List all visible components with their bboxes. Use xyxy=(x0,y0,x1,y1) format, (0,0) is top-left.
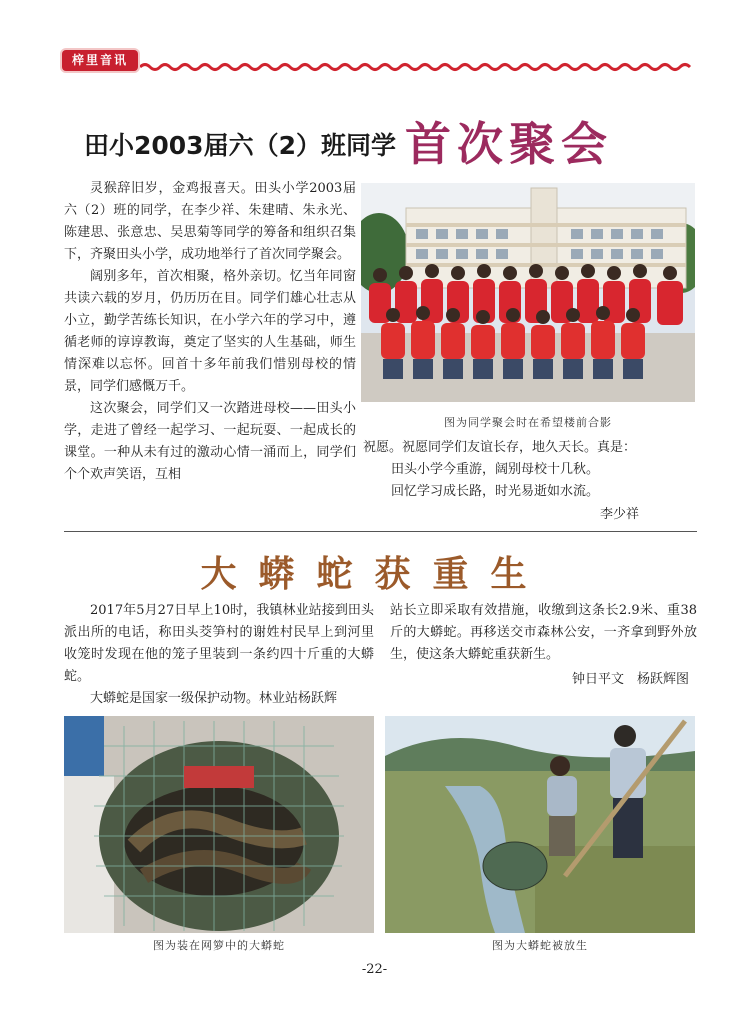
reunion-photo-caption: 图为同学聚会时在希望楼前合影 xyxy=(444,416,612,429)
basket-photo-caption: 图为装在网箩中的大蟒蛇 xyxy=(153,939,285,952)
article2-signature: 钟日平文 杨跃辉图 xyxy=(572,672,690,687)
article1-title-part1: 田小2003届六（2）班同学 xyxy=(84,131,396,160)
article2-body-right xyxy=(390,600,697,666)
poem-line-1: 田头小学今重游，阔别母校十几秋。 xyxy=(391,462,600,477)
python-release-photo xyxy=(385,716,695,933)
article2-continuation: 站长立即采取有效措施，收缴到这条长2.9米、重38斤的大蟒蛇。再移送交市森林公安，一齐拿到野外放生，使这条大蟒蛇重获新生。 xyxy=(390,603,697,662)
article1-signature: 李少祥 xyxy=(600,507,640,522)
header-wave-divider xyxy=(140,62,695,72)
python-in-basket-photo xyxy=(64,716,374,933)
article1-body-left xyxy=(64,178,356,486)
article-divider xyxy=(64,531,697,532)
section-tag: 梓里音讯 xyxy=(62,50,138,71)
article1-paragraph-1: 灵猴辞旧岁，金鸡报喜天。田头小学2003届六（2）班的同学，在李少祥、朱建晴、朱永光、陈建思、张意忠、吴思菊等同学的筹备和组织召集下，齐聚田头小学，成功地举行了首次同学聚会。 xyxy=(64,181,356,262)
article2-paragraph-2: 大蟒蛇是国家一级保护动物。林业站杨跃辉 xyxy=(90,691,338,706)
release-photo-caption: 图为大蟒蛇被放生 xyxy=(492,939,588,952)
article1-body-right xyxy=(363,437,697,503)
article2-title: 大蟒蛇获重生 xyxy=(200,553,549,595)
article2-body-left xyxy=(64,600,374,710)
article1-title-part2: 首次聚会 xyxy=(405,117,613,171)
page-number: -22- xyxy=(361,962,388,977)
poem-line-2: 回忆学习成长路，时光易逝如水流。 xyxy=(391,484,600,499)
article1-continuation: 祝愿。祝愿同学们友谊长存，地久天长。真是： xyxy=(363,440,637,455)
article1-paragraph-3: 这次聚会，同学们又一次踏进母校——田头小学，走进了曾经一起学习、一起玩耍、一起成长的课堂。一种从未有过的激动心情一涌而上，同学们个个欢声笑语，互相 xyxy=(64,401,356,482)
article2-paragraph-1: 2017年5月27日早上10时，我镇林业站接到田头派出所的电话，称田头茭笋村的谢姓村民早上到河里收笼时发现在他的笼子里装到一条约四十斤重的大蟒蛇。 xyxy=(64,603,374,684)
reunion-group-photo xyxy=(361,183,695,402)
article1-paragraph-2: 阔别多年，首次相聚，格外亲切。忆当年同窗共读六载的岁月，仍历历在目。同学们雄心壮志从小立，勤学苦练长知识，在小学六年的学习中，遵循老师的谆谆教诲，奠定了坚实的人生基础，师生情深难以忘怀。回首十多年前我们惜别母校的情景，同学们感慨万千。 xyxy=(64,269,356,394)
